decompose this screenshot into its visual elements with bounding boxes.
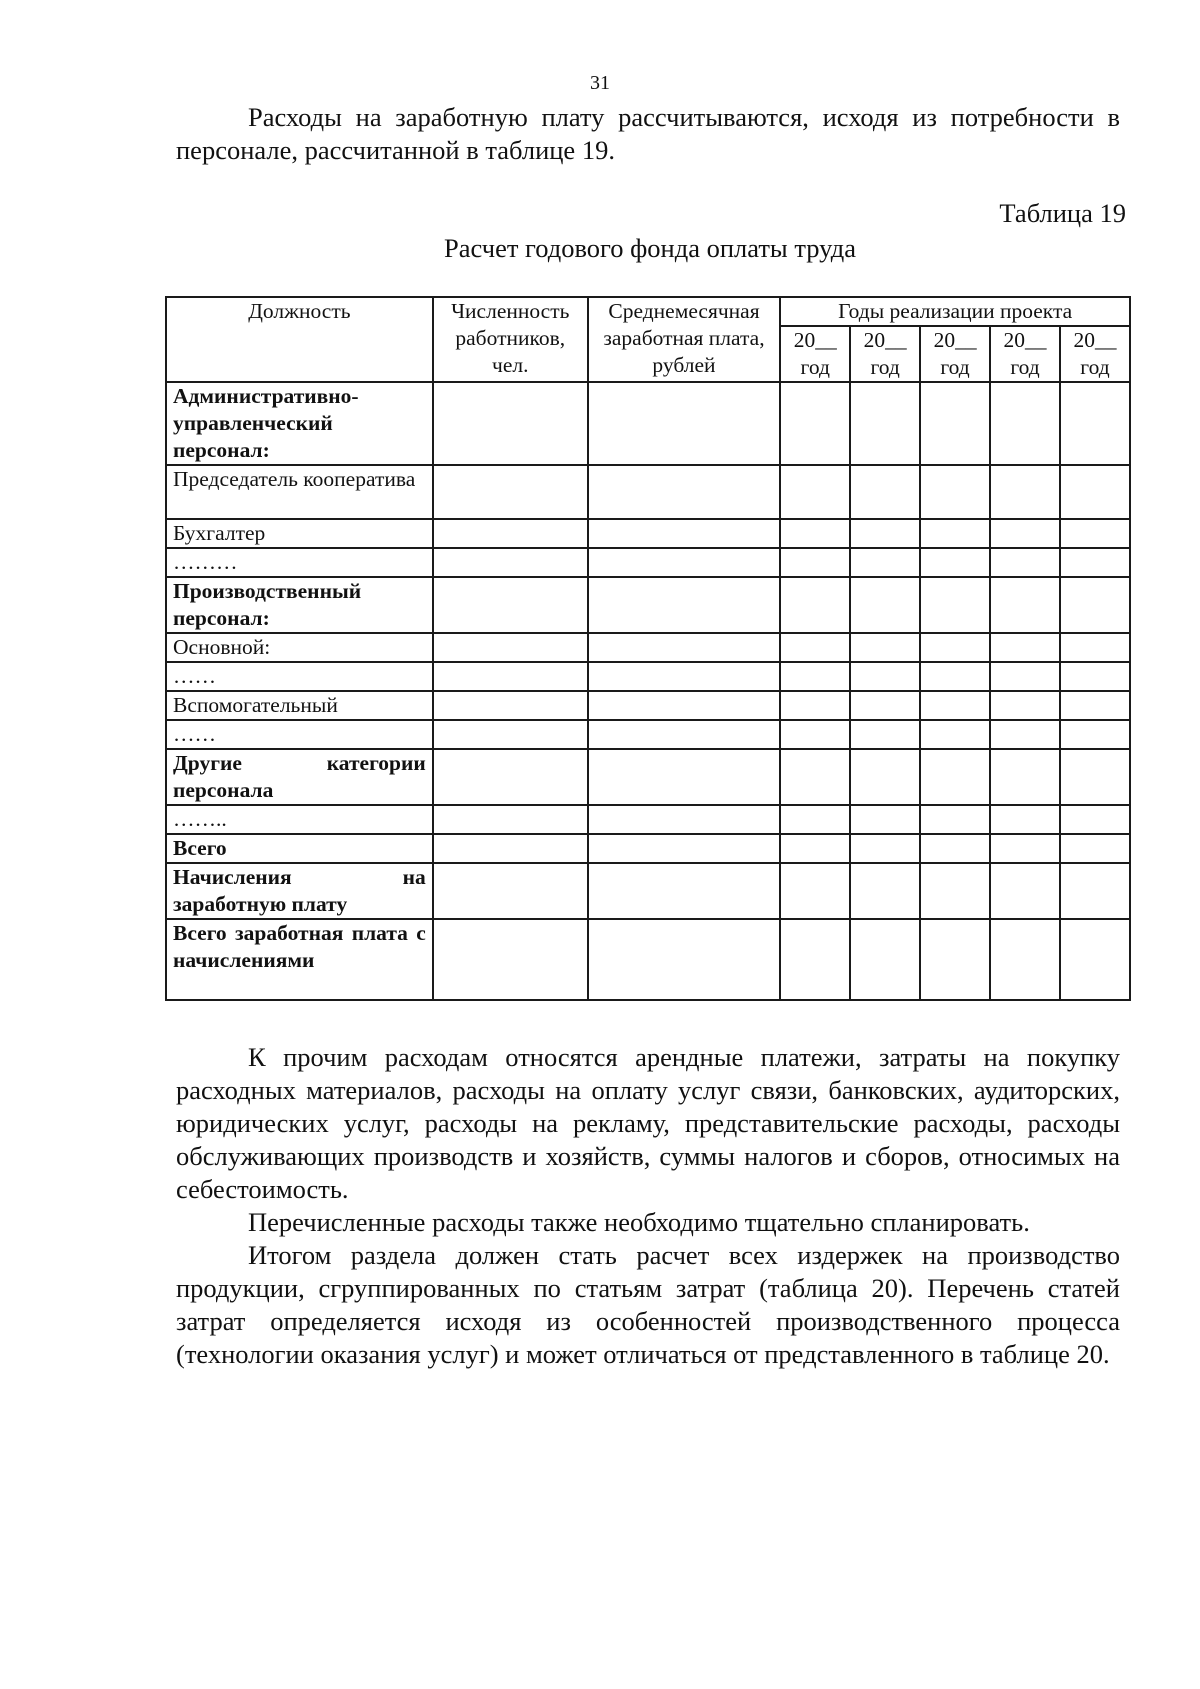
- cell-headcount: [433, 662, 588, 691]
- cell-year: [850, 720, 920, 749]
- payroll-table: [165, 296, 1131, 1001]
- cell-year: [990, 863, 1060, 919]
- planning-note-paragraph: Перечисленные расходы также необходимо тщательно спланировать.: [248, 1207, 1030, 1237]
- cell-year: [850, 749, 920, 805]
- row-label-admin-staff: Административно-управленческий персонал:: [166, 382, 433, 465]
- row-label-accountant: Бухгалтер: [166, 519, 433, 548]
- header-year-5: [1060, 326, 1130, 382]
- cell-avg-salary: [588, 919, 781, 1000]
- cell-year: [920, 720, 990, 749]
- cell-year: [1060, 749, 1130, 805]
- header-avg-salary: Среднемесячная заработная плата, рублей: [588, 297, 781, 382]
- cell-year: [850, 519, 920, 548]
- table-row: [166, 519, 1130, 548]
- cell-year: [920, 662, 990, 691]
- cell-year: [990, 633, 1060, 662]
- cell-year: [920, 633, 990, 662]
- cell-year: [920, 805, 990, 834]
- cell-year: [990, 548, 1060, 577]
- row-label-chairman: Председатель кооператива: [166, 465, 433, 519]
- row-label-ellipsis: ……..: [166, 805, 433, 834]
- table-row: [166, 691, 1130, 720]
- cell-year: [990, 519, 1060, 548]
- cell-year: [780, 577, 850, 633]
- header-year-2: [850, 326, 920, 382]
- cell-year: [780, 834, 850, 863]
- row-label-production-staff: Производственный персонал:: [166, 577, 433, 633]
- cell-year: [920, 691, 990, 720]
- intro-paragraph: Расходы на заработную плату рассчитываются, исходя из потребности в персонале, рассчитанной в таблице 19.: [176, 102, 1120, 165]
- header-year-1: [780, 326, 850, 382]
- cell-headcount: [433, 919, 588, 1000]
- cell-headcount: [433, 382, 588, 465]
- cell-avg-salary: [588, 863, 781, 919]
- row-label-ellipsis: ……: [166, 662, 433, 691]
- cell-year: [920, 834, 990, 863]
- cell-year: [990, 662, 1060, 691]
- cell-year: [780, 749, 850, 805]
- table-row: [166, 382, 1130, 465]
- cell-year: [850, 633, 920, 662]
- cell-year: [780, 919, 850, 1000]
- cell-year: [850, 863, 920, 919]
- table-row: [166, 577, 1130, 633]
- row-label-other-staff: Другие категории персонала: [166, 749, 433, 805]
- cell-year: [920, 577, 990, 633]
- header-headcount: Численность работников, чел.: [433, 297, 588, 382]
- header-year-4: [990, 326, 1060, 382]
- cell-year: [1060, 662, 1130, 691]
- cell-year: [850, 691, 920, 720]
- cell-year: [780, 519, 850, 548]
- cell-avg-salary: [588, 577, 781, 633]
- table-row: [166, 720, 1130, 749]
- cell-avg-salary: [588, 465, 781, 519]
- cell-year: [990, 465, 1060, 519]
- cell-year: [850, 465, 920, 519]
- year-bottom-label: год: [1080, 355, 1110, 379]
- cell-year: [920, 548, 990, 577]
- cell-headcount: [433, 691, 588, 720]
- cell-avg-salary: [588, 749, 781, 805]
- cell-year: [920, 382, 990, 465]
- cell-year: [1060, 382, 1130, 465]
- cell-year: [1060, 834, 1130, 863]
- year-top-label: 20__: [863, 328, 907, 352]
- cell-year: [990, 805, 1060, 834]
- row-label-total: Всего: [166, 834, 433, 863]
- cell-year: [780, 863, 850, 919]
- table-row: [166, 805, 1130, 834]
- year-bottom-label: год: [1010, 355, 1040, 379]
- cell-year: [780, 465, 850, 519]
- cell-headcount: [433, 465, 588, 519]
- row-label-payroll-charges: Начисления на заработную плату: [166, 863, 433, 919]
- cell-year: [780, 691, 850, 720]
- cell-year: [1060, 919, 1130, 1000]
- cell-avg-salary: [588, 662, 781, 691]
- cell-year: [920, 863, 990, 919]
- cell-year: [1060, 805, 1130, 834]
- table-row: [166, 749, 1130, 805]
- cell-year: [850, 834, 920, 863]
- header-year-3: [920, 326, 990, 382]
- table-row: [166, 465, 1130, 519]
- row-label-auxiliary: Вспомогательный: [166, 691, 433, 720]
- row-label-total-with-charges: Всего заработная плата с начислениями: [166, 919, 433, 1000]
- row-label-ellipsis: ………: [166, 548, 433, 577]
- table-row: [166, 548, 1130, 577]
- cell-year: [850, 548, 920, 577]
- cell-year: [920, 919, 990, 1000]
- cell-avg-salary: [588, 805, 781, 834]
- cell-year: [780, 548, 850, 577]
- cell-year: [990, 577, 1060, 633]
- cell-year: [1060, 720, 1130, 749]
- cell-year: [850, 382, 920, 465]
- cell-headcount: [433, 720, 588, 749]
- cell-year: [1060, 519, 1130, 548]
- cell-headcount: [433, 863, 588, 919]
- cell-year: [780, 805, 850, 834]
- cell-year: [1060, 465, 1130, 519]
- cell-headcount: [433, 548, 588, 577]
- cell-avg-salary: [588, 691, 781, 720]
- year-bottom-label: год: [800, 355, 830, 379]
- cell-headcount: [433, 749, 588, 805]
- cell-avg-salary: [588, 382, 781, 465]
- cell-avg-salary: [588, 519, 781, 548]
- cell-year: [780, 382, 850, 465]
- cell-year: [850, 577, 920, 633]
- cell-avg-salary: [588, 834, 781, 863]
- cell-year: [1060, 633, 1130, 662]
- cell-year: [780, 633, 850, 662]
- cell-headcount: [433, 805, 588, 834]
- row-label-main: Основной:: [166, 633, 433, 662]
- year-top-label: 20__: [1003, 328, 1047, 352]
- cell-year: [920, 519, 990, 548]
- cell-year: [780, 720, 850, 749]
- table-row: [166, 863, 1130, 919]
- year-bottom-label: год: [940, 355, 970, 379]
- cell-year: [990, 834, 1060, 863]
- table-row: [166, 834, 1130, 863]
- cell-headcount: [433, 577, 588, 633]
- cell-avg-salary: [588, 633, 781, 662]
- year-top-label: 20__: [933, 328, 977, 352]
- table-row: [166, 919, 1130, 1000]
- page-number: 31: [590, 72, 610, 94]
- section-result-paragraph: Итогом раздела должен стать расчет всех издержек на производство продукции, сгруппированных по статьям затрат (таблица 20). Перечень статей затрат определяется исходя из особенностей производственного процесса (технологии оказания услуг) и может отличаться от представленного в таблице 20.: [176, 1240, 1120, 1369]
- cell-year: [780, 662, 850, 691]
- cell-avg-salary: [588, 720, 781, 749]
- cell-year: [1060, 577, 1130, 633]
- cell-year: [990, 720, 1060, 749]
- row-label-ellipsis: ……: [166, 720, 433, 749]
- table-label: Таблица 19: [999, 198, 1126, 228]
- cell-year: [920, 749, 990, 805]
- cell-year: [1060, 548, 1130, 577]
- cell-year: [850, 805, 920, 834]
- cell-year: [1060, 863, 1130, 919]
- year-top-label: 20__: [1073, 328, 1117, 352]
- year-bottom-label: год: [870, 355, 900, 379]
- header-position: Должность: [166, 297, 433, 382]
- cell-year: [920, 465, 990, 519]
- cell-year: [990, 691, 1060, 720]
- cell-year: [990, 919, 1060, 1000]
- table-title: Расчет годового фонда оплаты труда: [444, 233, 856, 263]
- table-row: [166, 662, 1130, 691]
- table-row: [166, 633, 1130, 662]
- cell-year: [990, 749, 1060, 805]
- year-top-label: 20__: [793, 328, 837, 352]
- cell-year: [850, 662, 920, 691]
- cell-headcount: [433, 519, 588, 548]
- cell-year: [990, 382, 1060, 465]
- header-years-group: Годы реализации проекта: [780, 297, 1130, 326]
- other-expenses-paragraph: К прочим расходам относятся арендные платежи, затраты на покупку расходных материалов, расходы на оплату услуг связи, банковских, аудиторских, юридических услуг, расходы на рекламу, представительские расходы, расходы обслуживающих производств и хозяйств, суммы налогов и сборов, относимых на себестоимость.: [176, 1042, 1120, 1204]
- cell-year: [850, 919, 920, 1000]
- cell-headcount: [433, 633, 588, 662]
- cell-headcount: [433, 834, 588, 863]
- cell-year: [1060, 691, 1130, 720]
- cell-avg-salary: [588, 548, 781, 577]
